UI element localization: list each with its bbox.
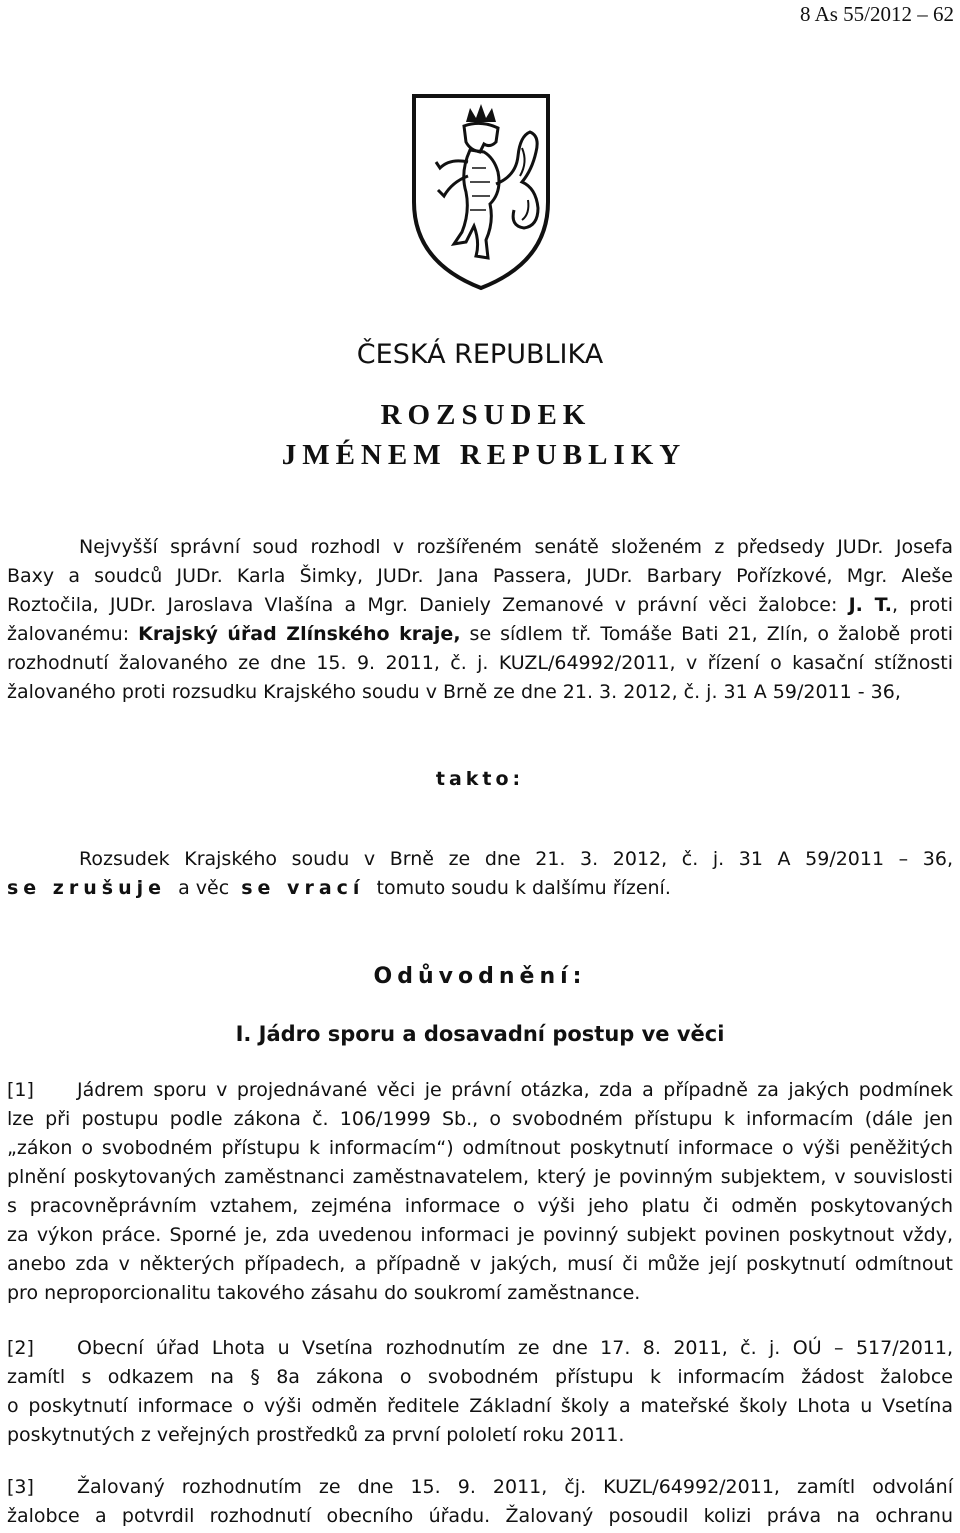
judgment-title: ROZSUDEK — [380, 399, 592, 431]
plaintiff-name: J. T. — [848, 594, 892, 616]
defendant-name: Krajský úřad Zlínského kraje, — [138, 623, 461, 645]
case-reference: 8 As 55/2012 – 62 — [799, 2, 954, 26]
paragraph-number: [1] — [7, 1079, 34, 1101]
paragraph-1-line: [1] Jádrem sporu v projednávané věci je právní otázka, zda a případně za jakých podmínek — [7, 1079, 953, 1101]
intro-line: Roztočila, JUDr. Jaroslava Vlašína a Mgr. Daniely Zemanové v právní věci žalobce: J. T., proti — [7, 594, 954, 616]
paragraph-1-line: anebo zda v některých případech, a případně v jakých, musí či může její poskytnutí odmítnout — [7, 1253, 953, 1275]
paragraph-number: [2] — [7, 1337, 34, 1359]
section-heading: I. Jádro sporu a dosavadní postup ve věci — [235, 1022, 725, 1046]
paragraph-3-line: žalobce a potvrdil rozhodnutí obecního úřadu. Žalovaný posoudil kolizi práva na ochranu — [7, 1505, 953, 1527]
takto-heading: takto: — [435, 768, 525, 790]
paragraph-1-line: pro neproporcionalitu takového zásahu do soukromí zaměstnance. — [7, 1282, 641, 1304]
paragraph-1-line: lze při postupu podle zákona č. 106/1999 Sb., o svobodném přístupu k informacím (dále jen — [7, 1108, 953, 1130]
intro-line: žalovaného proti rozsudku Krajského soudu v Brně ze dne 21. 3. 2012, č. j. 31 A 59/2011 - 36, — [7, 681, 901, 703]
reasoning-heading: Odůvodnění: — [373, 964, 587, 989]
paragraph-1-line: „zákon o svobodném přístupu k informacím“) odmítnout poskytnutí informace o výši peněžitých — [7, 1137, 953, 1159]
paragraph-2-line: [2] Obecní úřad Lhota u Vsetína rozhodnutím ze dne 17. 8. 2011, č. j. OÚ – 517/2011, — [7, 1337, 953, 1359]
czech-lion-emblem-icon — [410, 92, 552, 292]
paragraph-3-line: [3] Žalovaný rozhodnutím ze dne 15. 9. 2011, čj. KUZL/64992/2011, zamítl odvolání — [7, 1476, 953, 1498]
paragraph-1-line: plnění poskytovaných zaměstnanci zaměstnavatelem, který je povinným subjektem, v souvislosti — [7, 1166, 953, 1188]
paragraph-2-line: zamítl s odkazem na § 8a zákona o svobodném přístupu k informacím žádost žalobce — [7, 1366, 953, 1388]
intro-line: Nejvyšší správní soud rozhodl v rozšířeném senátě složeném z předsedy JUDr. Josefa — [79, 536, 953, 558]
paragraph-2-line: poskytnutých z veřejných prostředků za první pololetí roku 2011. — [7, 1424, 625, 1446]
intro-line: rozhodnutí žalovaného ze dne 15. 9. 2011, č. j. KUZL/64992/2011, v řízení o kasační stížnosti — [7, 652, 953, 674]
intro-line: Baxy a soudců JUDr. Karla Šimky, JUDr. Jana Passera, JUDr. Barbary Pořízkové, Mgr. Aleše — [7, 565, 953, 587]
paragraph-1-line: za výkon práce. Sporné je, zda uvedenou informaci je povinný subjekt povinen poskytnout vždy, — [7, 1224, 953, 1246]
paragraph-2-line: o poskytnutí informace o výši odměn ředitele Základní školy a mateřské školy Lhota u Vsetína — [7, 1395, 953, 1417]
intro-line: žalovanému: Krajský úřad Zlínského kraje, se sídlem tř. Tomáše Bati 21, Zlín, o žalobě proti — [7, 623, 954, 645]
verdict-line: Rozsudek Krajského soudu v Brně ze dne 21. 3. 2012, č. j. 31 A 59/2011 – 36, — [79, 848, 953, 870]
judgment-subtitle: JMÉNEM REPUBLIKY — [281, 439, 687, 471]
paragraph-number: [3] — [7, 1476, 34, 1498]
paragraph-1-line: s pracovněprávním vztahem, zejména informace o výši jeho platu či odměn poskytovaných — [7, 1195, 953, 1217]
verdict-line: se zrušuje a věc se vrací tomuto soudu k dalšímu řízení. — [7, 877, 671, 899]
country-heading: ČESKÁ REPUBLIKA — [356, 339, 604, 370]
